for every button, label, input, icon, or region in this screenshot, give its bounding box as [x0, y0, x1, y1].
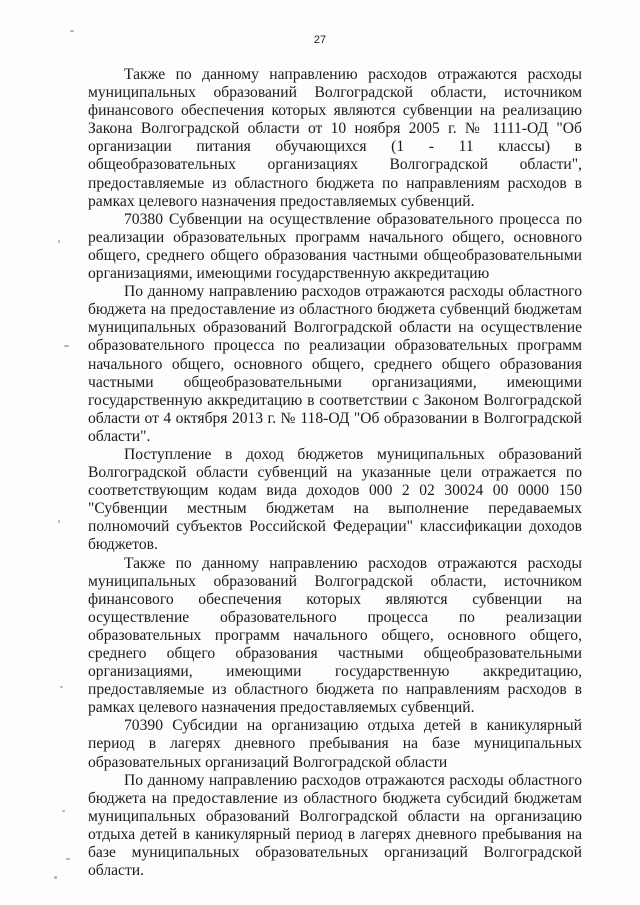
- document-body: [88, 66, 582, 880]
- scan-artifact: [70, 30, 74, 32]
- scan-artifact: [54, 876, 57, 879]
- paragraph: По данному направлению расходов отражаются расходы областного бюджета на предоставление из областного бюджета субсидий бюджетам муниципальных образований Волгоградской области на организацию отдыха детей в каникулярный период в лагерях дневного пребывания на базе муниципальных образовательных организаций Волгоградской области.: [88, 771, 582, 880]
- paragraph: По данному направлению расходов отражаются расходы областного бюджета на предоставление из областного бюджета субвенций бюджетам муниципальных образований Волгоградской области на осуществление образовательного процесса по реализации образовательных программ начального общего, основного общего, среднего общего образования частными общеобразовательными организациями, имеющими государственную аккредитацию в соответствии с Законом Волгоградской области от 4 октября 2013 г. № 118-ОД "Об образовании в Волгоградской области".: [88, 283, 582, 445]
- scan-artifact: [58, 520, 60, 523]
- paragraph: Также по данному направлению расходов отражаются расходы муниципальных образований Волгоградской области, источником финансового обеспечения которых являются субвенции на реализацию Закона Волгоградской области от 10 ноября 2005 г. № 1111-ОД "Об организации питания обучающихся (1 - 11 классы) в общеобразовательных организациях Волгоградской области", предоставляемые из областного бюджета по направлениям расходов в рамках целевого назначения предоставляемых субвенций.: [88, 66, 582, 210]
- paragraph: Также по данному направлению расходов отражаются расходы муниципальных образований Волгоградской области, источником финансового обеспечения которых являются субвенции на осуществление образовательного процесса по реализации образовательных программ начального общего, основного общего, среднего общего образования частными общеобразовательными организациями, имеющими государственную аккредитацию, предоставляемые из областного бюджета по направлениям расходов в рамках целевого назначения предоставляемых субвенций.: [88, 554, 582, 717]
- page-number: 27: [313, 34, 327, 46]
- scan-artifact: [60, 686, 63, 688]
- scan-artifact: [62, 810, 65, 812]
- paragraph: Поступление в доход бюджетов муниципальных образований Волгоградской области субвенций на указанные цели отражается по соответствующим кодам вида доходов 000 2 02 30024 00 0000 150 "Субвенции местным бюджетам на выполнение передаваемых полномочий субъектов Российской Федерации" классификации доходов бюджетов.: [88, 445, 582, 554]
- paragraph: 70390 Субсидии на организацию отдыха детей в каникулярный период в лагерях дневного пребывания на базе муниципальных образовательных организаций Волгоградской области: [88, 717, 582, 771]
- paragraph: 70380 Субвенции на осуществление образовательного процесса по реализации образовательных программ начального общего, основного общего, среднего общего образования частными общеобразовательными организациями, имеющими государственную аккредитацию: [88, 210, 582, 283]
- scan-artifact: [66, 858, 70, 860]
- scan-artifact: [64, 345, 69, 347]
- scan-artifact: [58, 240, 60, 243]
